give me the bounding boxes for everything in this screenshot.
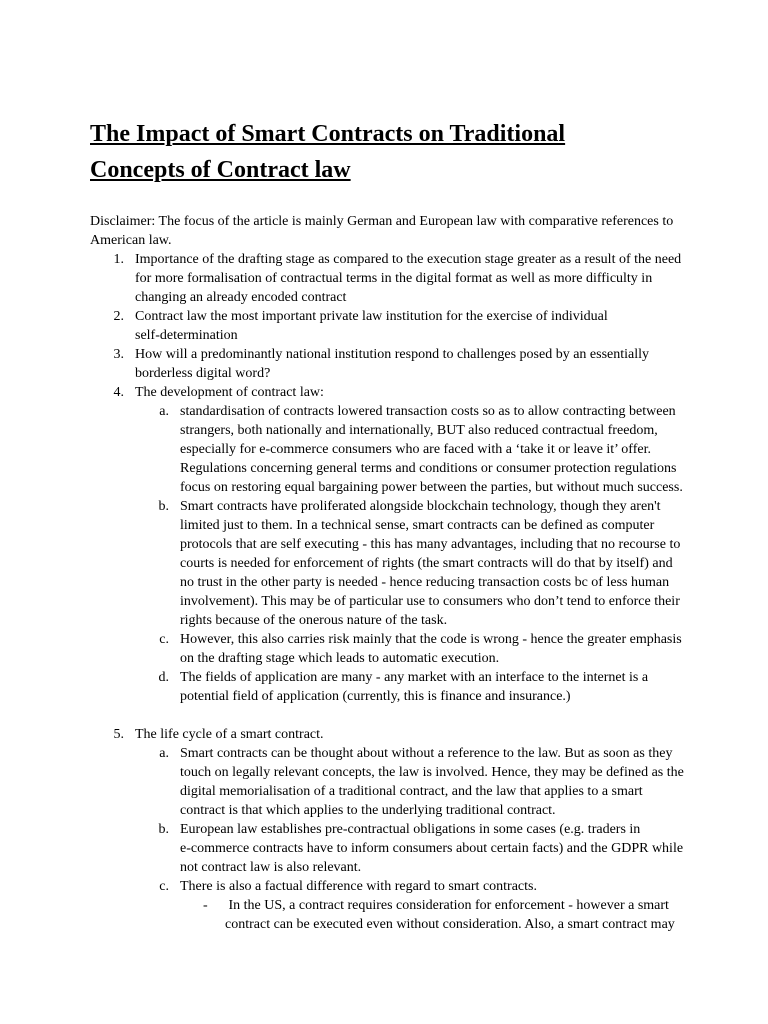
sub-item-letter: b. — [158, 822, 169, 837]
sub-list-item — [90, 630, 700, 668]
sub-item-text-line: standardisation of contracts lowered transaction costs so as to allow contracting between — [180, 404, 676, 419]
sub-item-text-line: e-commerce contracts have to inform consumers about certain facts) and the GDPR while — [180, 841, 684, 856]
sub-item-text-line: rights because of the onerous nature of the task. — [180, 613, 448, 628]
list-item — [90, 725, 700, 934]
sub-item-text-line: digital memorialisation of a traditional contract, and the law that applies to a smart — [180, 784, 643, 799]
sub-item-letter: b. — [158, 499, 169, 514]
sub-item-text-line: limited just to them. In a technical sense, smart contracts can be defined as computer — [180, 518, 655, 533]
list-item — [90, 383, 700, 706]
sub-list-item — [90, 668, 700, 706]
sub-list-item — [90, 820, 700, 877]
sub-list-item — [90, 497, 700, 630]
dash-item-text-line: In the US, a contract requires consideration for enforcement - however a smart — [225, 898, 669, 913]
item-number: 4. — [113, 385, 124, 400]
item-text-line: How will a predominantly national institution respond to challenges posed by an essentially — [135, 347, 650, 362]
title-line: The Impact of Smart Contracts on Traditional — [90, 121, 566, 147]
sub-list-item — [90, 877, 700, 934]
sub-item-letter: c. — [159, 632, 169, 647]
sub-item-letter: c. — [159, 879, 169, 894]
title-line: Concepts of Contract law — [90, 156, 351, 183]
dash-marker: - — [203, 898, 208, 913]
sub-item-text-line: not contract law is also relevant. — [180, 860, 362, 875]
item-text-line: borderless digital word? — [135, 366, 271, 381]
sub-item-text-line: protocols that are self executing - this has many advantages, including that no recourse to — [180, 537, 681, 552]
sub-item-text-line: European law establishes pre-contractual obligations in some cases (e.g. traders in — [180, 822, 641, 837]
item-text-line: Importance of the drafting stage as compared to the execution stage greater as a result of the need — [135, 252, 682, 267]
item-number: 1. — [113, 252, 124, 267]
item-number: 5. — [113, 727, 124, 742]
list-item — [90, 307, 700, 345]
sub-item-text-line: However, this also carries risk mainly that the code is wrong - hence the greater emphasis — [180, 632, 682, 647]
sub-item-text-line: focus on restoring equal bargaining power between the parties, but without much success. — [180, 480, 683, 495]
sub-item-text-line: strangers, both nationally and internationally, BUT also reduced contractual freedom, — [180, 423, 658, 438]
sub-item-text-line: especially for e-commerce consumers who are faced with a ‘take it or leave it’ offer. — [180, 442, 651, 457]
paragraph-gap — [90, 706, 700, 725]
item-text-line: self-determination — [135, 328, 238, 343]
sub-item-letter: a. — [159, 404, 169, 419]
sub-item-text-line: on the drafting stage which leads to automatic execution. — [180, 651, 500, 666]
item-number: 3. — [113, 347, 124, 362]
item-text-line: The life cycle of a smart contract. — [135, 727, 324, 742]
sub-list-item — [90, 744, 700, 820]
sub-item-letter: a. — [159, 746, 169, 761]
list-item — [90, 345, 700, 383]
item-text-line: for more formalisation of contractual terms in the digital format as well as more difficulty in — [135, 271, 653, 286]
sub-item-text-line: no trust in the other party is needed - hence reducing transaction costs bc of less human — [180, 575, 670, 590]
sub-item-letter: d. — [158, 670, 169, 685]
dash-list-item — [90, 896, 700, 934]
disclaimer-line: Disclaimer: The focus of the article is mainly German and European law with comparative references to — [90, 214, 674, 229]
disclaimer-line: American law. — [90, 233, 172, 248]
sub-item-text-line: potential field of application (currently, this is finance and insurance.) — [180, 689, 571, 704]
dash-item-text-line: contract can be executed even without consideration. Also, a smart contract may — [225, 917, 675, 932]
document-title — [90, 117, 710, 188]
sub-item-text-line: There is also a factual difference with regard to smart contracts. — [180, 879, 537, 894]
item-text-line: changing an already encoded contract — [135, 290, 347, 305]
sub-item-text-line: involvement). This may be of particular use to consumers who don’t tend to enforce their — [180, 594, 680, 609]
item-number: 2. — [113, 309, 124, 324]
sub-item-text-line: Regulations concerning general terms and conditions or consumer protection regulations — [180, 461, 677, 476]
item-text-line: Contract law the most important private law institution for the exercise of individual — [135, 309, 608, 324]
sub-item-text-line: Smart contracts can be thought about without a reference to the law. But as soon as they — [180, 746, 673, 761]
sub-item-text-line: touch on legally relevant concepts, the law is involved. Hence, they may be defined as the — [180, 765, 684, 780]
document-body — [90, 212, 700, 934]
sub-list-item — [90, 402, 700, 497]
item-text-line: The development of contract law: — [135, 385, 324, 400]
sub-item-text-line: courts is needed for enforcement of rights (the smart contracts will do that by itself) and — [180, 556, 673, 571]
sub-item-text-line: The fields of application are many - any market with an interface to the internet is a — [180, 670, 649, 685]
sub-item-text-line: Smart contracts have proliferated alongside blockchain technology, though they aren't — [180, 499, 661, 514]
sub-item-text-line: contract is that which applies to the underlying traditional contract. — [180, 803, 556, 818]
list-item — [90, 250, 700, 307]
